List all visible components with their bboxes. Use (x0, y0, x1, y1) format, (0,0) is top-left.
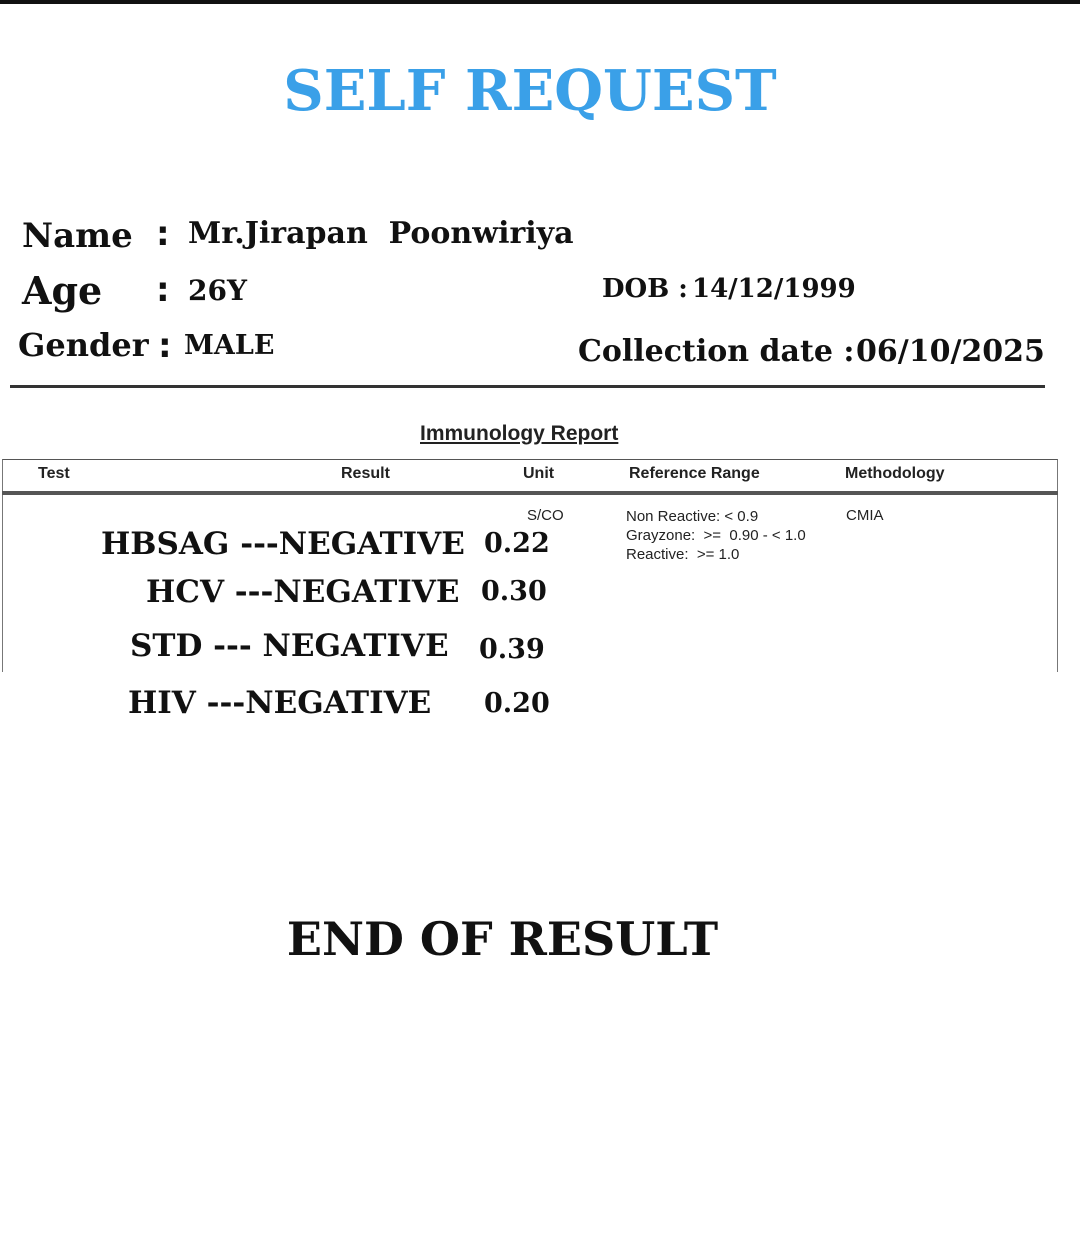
methodology-value: CMIA (846, 507, 884, 524)
reference-line: Grayzone: >= 0.90 - < 1.0 (626, 527, 806, 544)
result-value-hbsag: 0.22 (484, 528, 550, 559)
gender-label: Gender (18, 326, 149, 364)
age-label: Age (22, 268, 103, 313)
column-header-methodology: Methodology (845, 465, 945, 482)
age-colon: : (156, 270, 170, 310)
dob-value: 14/12/1999 (692, 274, 856, 304)
result-name-hcv: HCV ---NEGATIVE (146, 574, 460, 610)
name-colon: : (156, 214, 170, 254)
result-value-hiv: 0.20 (484, 688, 550, 719)
gender-colon: : (158, 326, 172, 366)
collection-date-label: Collection date : (578, 334, 855, 369)
report-title: Immunology Report (420, 422, 619, 445)
column-header-reference-range: Reference Range (629, 465, 760, 482)
name-value: Mr.Jirapan Poonwiriya (188, 216, 574, 251)
name-label: Name (22, 216, 133, 256)
result-value-std: 0.39 (479, 634, 545, 665)
result-value-hcv: 0.30 (481, 576, 547, 607)
end-of-result-text: END OF RESULT (286, 912, 719, 966)
column-header-test: Test (38, 465, 70, 482)
top-border (0, 0, 1080, 4)
page-title: SELF REQUEST (283, 58, 777, 124)
reference-line: Reactive: >= 1.0 (626, 546, 740, 563)
result-name-hbsag: HBSAG ---NEGATIVE (101, 526, 465, 562)
column-header-unit: Unit (523, 465, 555, 482)
header-divider (10, 385, 1045, 388)
gender-value: MALE (184, 330, 275, 361)
column-header-result: Result (341, 465, 390, 482)
collection-date-value: 06/10/2025 (856, 334, 1045, 369)
dob-label: DOB : (602, 274, 688, 304)
age-value: 26Y (188, 274, 247, 307)
unit-value: S/CO (527, 507, 564, 524)
table-header-divider (2, 491, 1058, 495)
reference-line: Non Reactive: < 0.9 (626, 508, 759, 525)
result-name-hiv: HIV ---NEGATIVE (128, 685, 432, 721)
result-name-std: STD --- NEGATIVE (130, 628, 449, 664)
